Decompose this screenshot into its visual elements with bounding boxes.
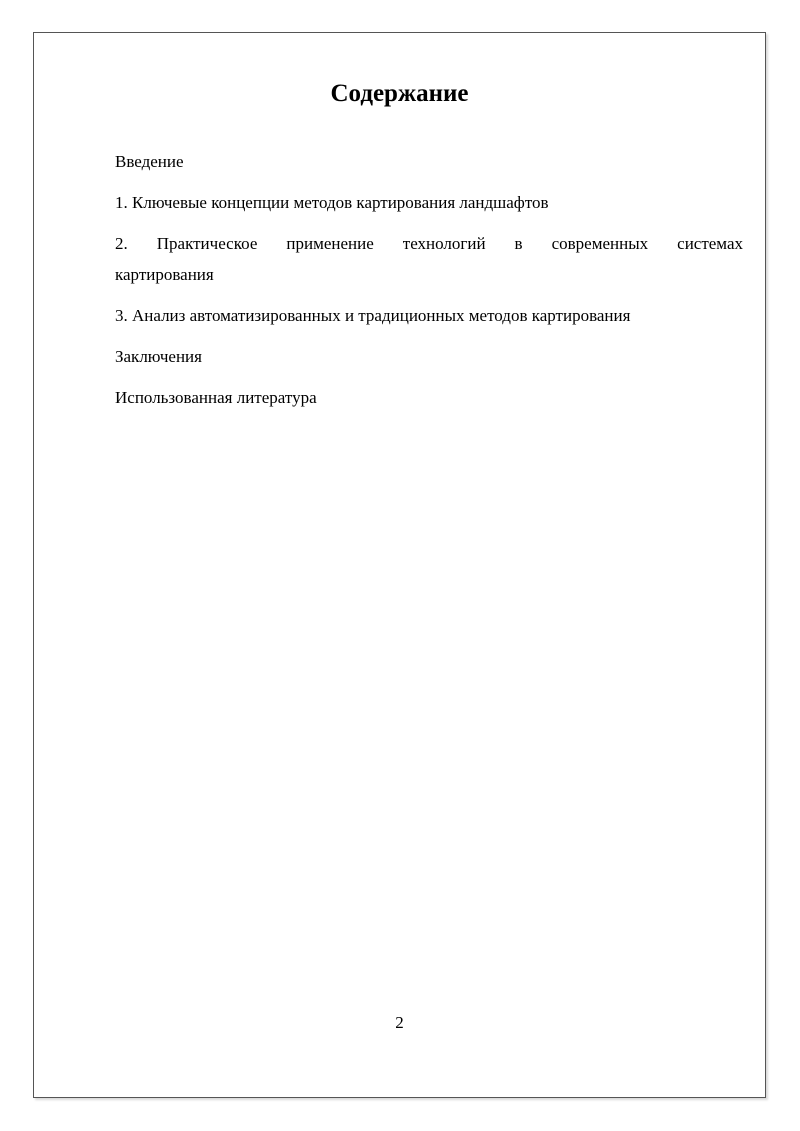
toc-item-section-1: 1. Ключевые концепции методов картирования ландшафтов [115, 193, 549, 212]
toc-item-section-2 [115, 228, 743, 290]
toc-item-section-3: 3. Анализ автоматизированных и традиционных методов картирования [115, 306, 631, 325]
page-title: Содержание [330, 80, 469, 107]
toc-item-conclusion: Заключения [115, 347, 202, 366]
table-of-contents [115, 146, 743, 423]
document-page [33, 32, 766, 1098]
page-number: 2 [395, 1013, 404, 1032]
toc-item-section-2-line-1: 2. Практическое применение технологий в современных системах [115, 234, 743, 253]
toc-item-section-2-line-2: картирования [115, 265, 214, 284]
toc-item-introduction: Введение [115, 152, 184, 171]
toc-item-references: Использованная литература [115, 388, 317, 407]
